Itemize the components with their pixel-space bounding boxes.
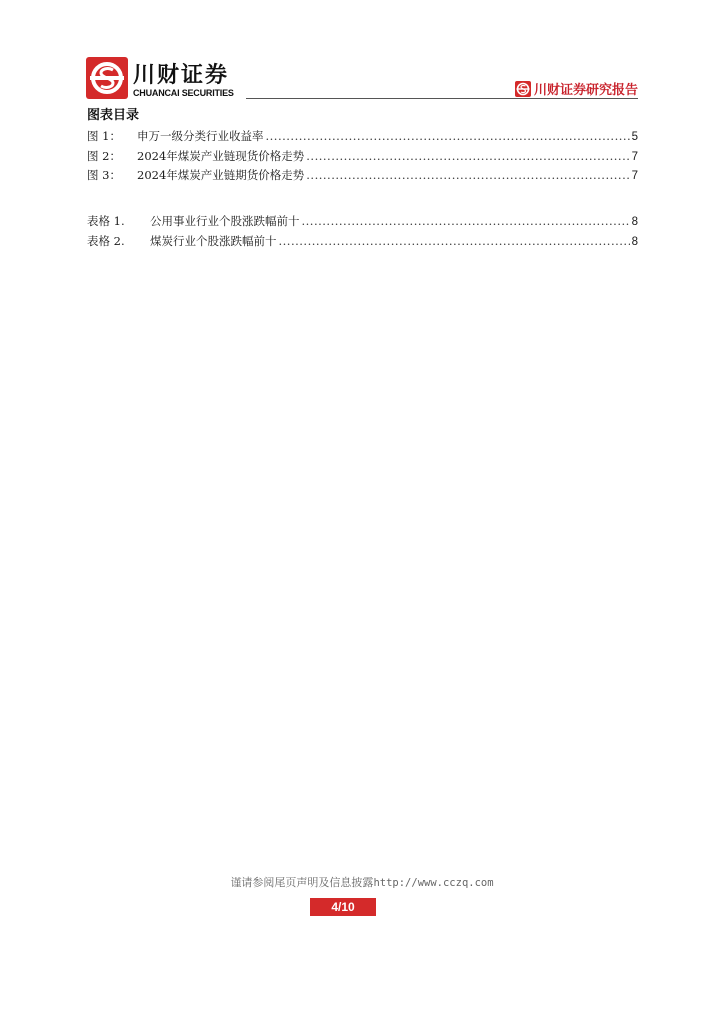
toc-page-number: 7: [631, 170, 638, 182]
toc-label: 表格 2.: [87, 233, 125, 248]
toc-leader-dots: [279, 234, 630, 248]
header-divider: [246, 98, 638, 99]
toc-label: 图 2：: [87, 148, 121, 163]
toc-title: 公用事业行业个股涨跌幅前十: [150, 214, 300, 228]
logo-mark-icon: [86, 57, 128, 99]
toc-leader-dots: [306, 149, 629, 163]
toc-entry-figure-3[interactable]: [87, 167, 638, 187]
toc-title: 煤炭行业个股涨跌幅前十: [150, 233, 277, 248]
table-list: [87, 213, 638, 252]
toc-label: 表格 1.: [87, 214, 125, 228]
report-label: 川财证券研究报告: [533, 83, 638, 98]
toc-entry-figure-1[interactable]: [87, 128, 638, 148]
toc-page-number: 8: [631, 216, 638, 228]
toc-title: 申万一级分类行业收益率: [137, 129, 264, 143]
toc-leader-dots: [306, 168, 629, 182]
footer-disclaimer: [0, 874, 724, 890]
toc-page-number: 7: [631, 150, 638, 163]
toc-label: 图 3：: [87, 168, 121, 182]
figure-list: [87, 128, 638, 187]
toc-title: 2024年煤炭产业链期货价格走势: [137, 168, 305, 182]
toc-heading: 图表目录: [87, 108, 140, 123]
brand-mark-icon: [515, 81, 531, 97]
company-logo: [86, 57, 236, 99]
toc-label: 图 1：: [87, 129, 121, 143]
website-link[interactable]: http://www.cczq.com: [373, 877, 494, 889]
toc-entry-table-2[interactable]: [87, 233, 638, 253]
toc-leader-dots: [266, 129, 630, 143]
disclaimer-text: 谨请参阅尾页声明及信息披露: [230, 876, 374, 889]
toc-entry-table-1[interactable]: [87, 213, 638, 233]
toc-page-number: 5: [631, 131, 638, 143]
toc-entry-figure-2[interactable]: [87, 148, 638, 168]
logo-chinese-name: 川财证券: [133, 63, 230, 88]
page-number-badge: 4/10: [310, 898, 376, 916]
toc-page-number: 8: [631, 235, 638, 248]
report-badge: [515, 79, 638, 98]
toc-leader-dots: [302, 214, 630, 228]
toc-title: 2024年煤炭产业链现货价格走势: [137, 148, 305, 163]
logo-english-name: CHUANCAI SECURITIES: [133, 88, 234, 98]
